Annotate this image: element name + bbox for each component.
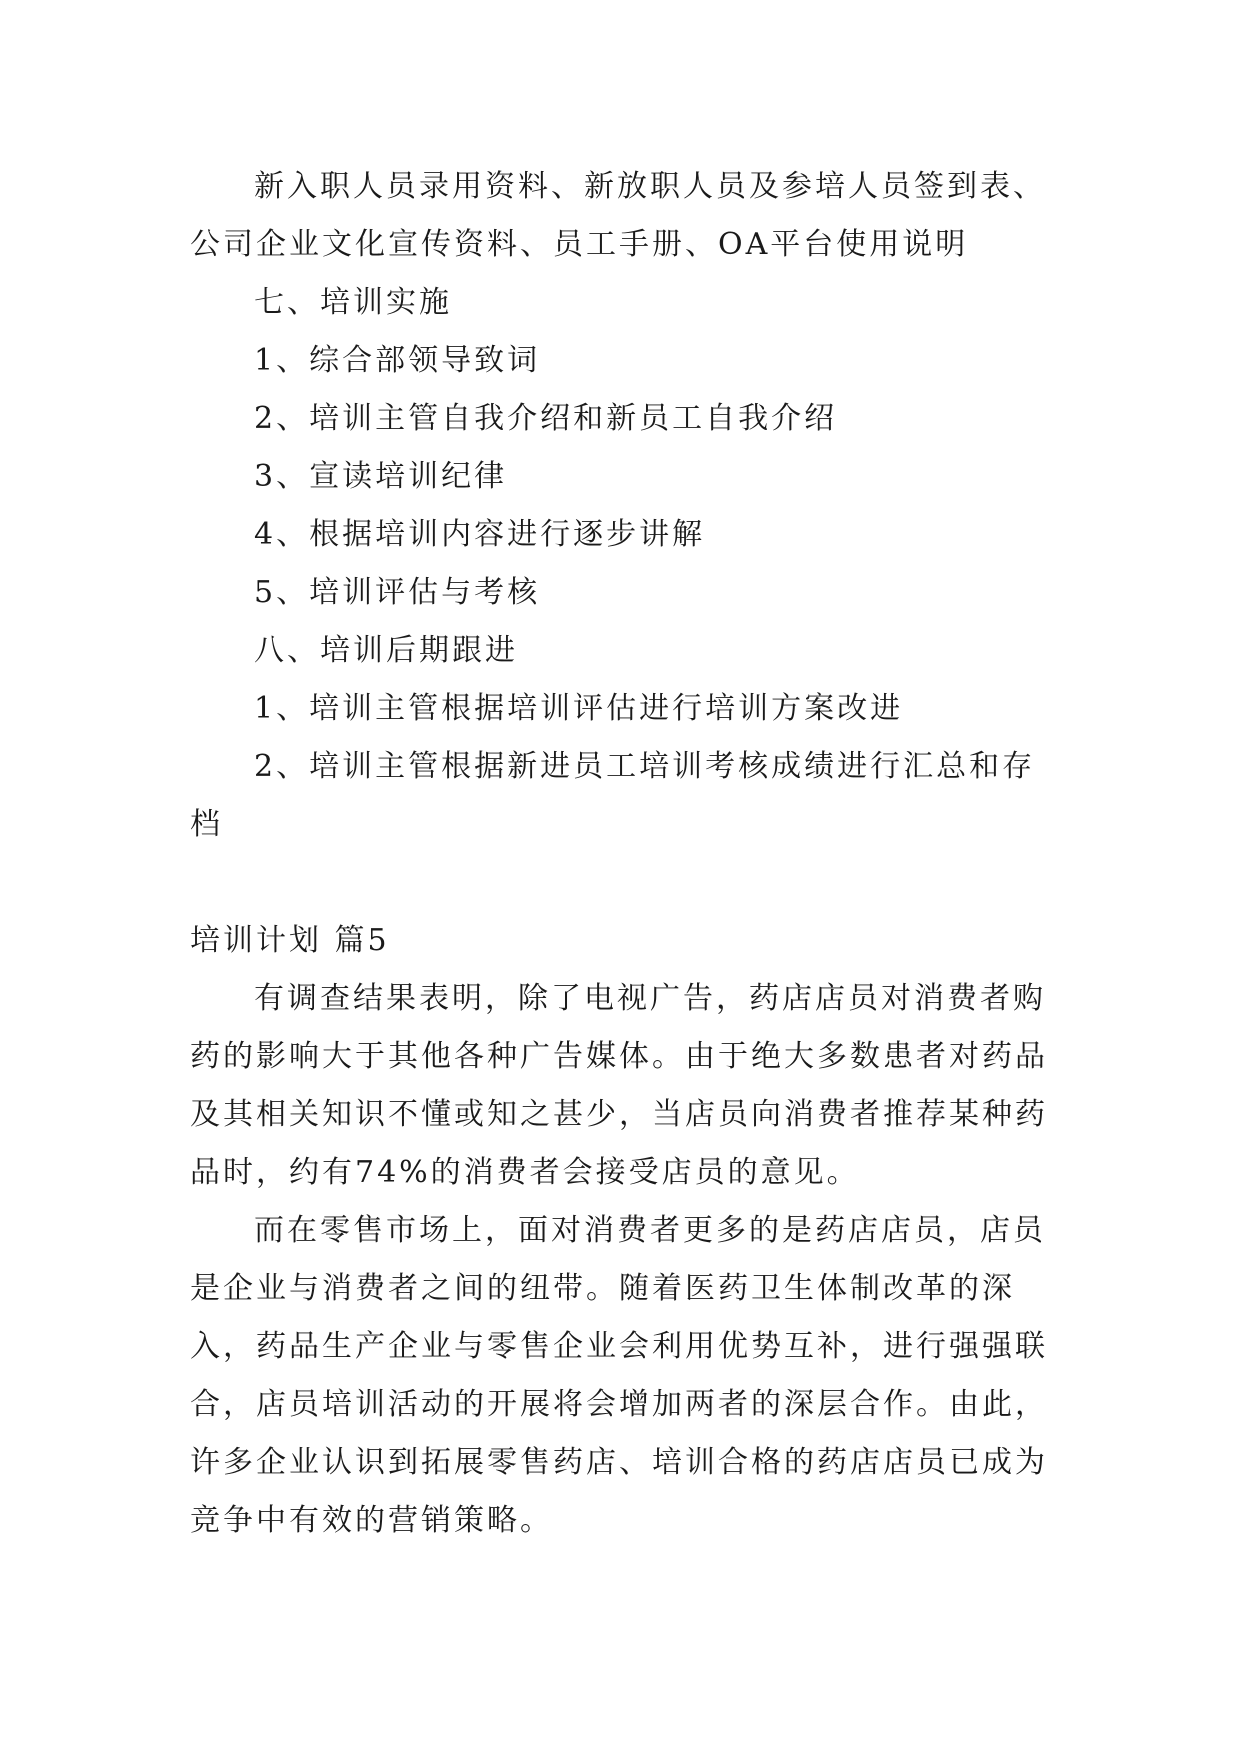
list-item: 1、综合部领导致词 <box>254 343 541 378</box>
section-heading: 培训计划 篇5 <box>190 923 390 958</box>
heading-training-implementation: 七、培训实施 <box>254 285 452 320</box>
section-spacer <box>190 854 1060 912</box>
list-item: 4、根据培训内容进行逐步讲解 <box>254 517 706 552</box>
heading-follow-up: 八、培训后期跟进 <box>254 633 518 668</box>
list-item: 2、培训主管自我介绍和新员工自我介绍 <box>254 401 838 436</box>
paragraph-materials: 新入职人员录用资料、新放职人员及参培人员签到表、公司企业文化宣传资料、员工手册、OA平台使用说明 <box>190 169 1046 262</box>
list-item: 3、宣读培训纪律 <box>254 459 508 494</box>
list-item: 5、培训评估与考核 <box>254 575 541 610</box>
paragraph-survey: 有调查结果表明，除了电视广告，药店店员对消费者购药的影响大于其他各种广告媒体。由于绝大多数患者对药品及其相关知识不懂或知之甚少，当店员向消费者推荐某种药品时，约有74%的消费者会接受店员的意见。 <box>190 981 1048 1190</box>
list-item: 2、培训主管根据新进员工培训考核成绩进行汇总和存档 <box>190 749 1036 842</box>
document-body <box>190 158 1060 1550</box>
paragraph-retail-market: 而在零售市场上，面对消费者更多的是药店店员，店员是企业与消费者之间的纽带。随着医药卫生体制改革的深入，药品生产企业与零售企业会利用优势互补，进行强强联合，店员培训活动的开展将会增加两者的深层合作。由此，许多企业认识到拓展零售药店、培训合格的药店店员已成为竞争中有效的营销策略。 <box>190 1213 1048 1538</box>
list-item: 1、培训主管根据培训评估进行培训方案改进 <box>254 691 904 726</box>
